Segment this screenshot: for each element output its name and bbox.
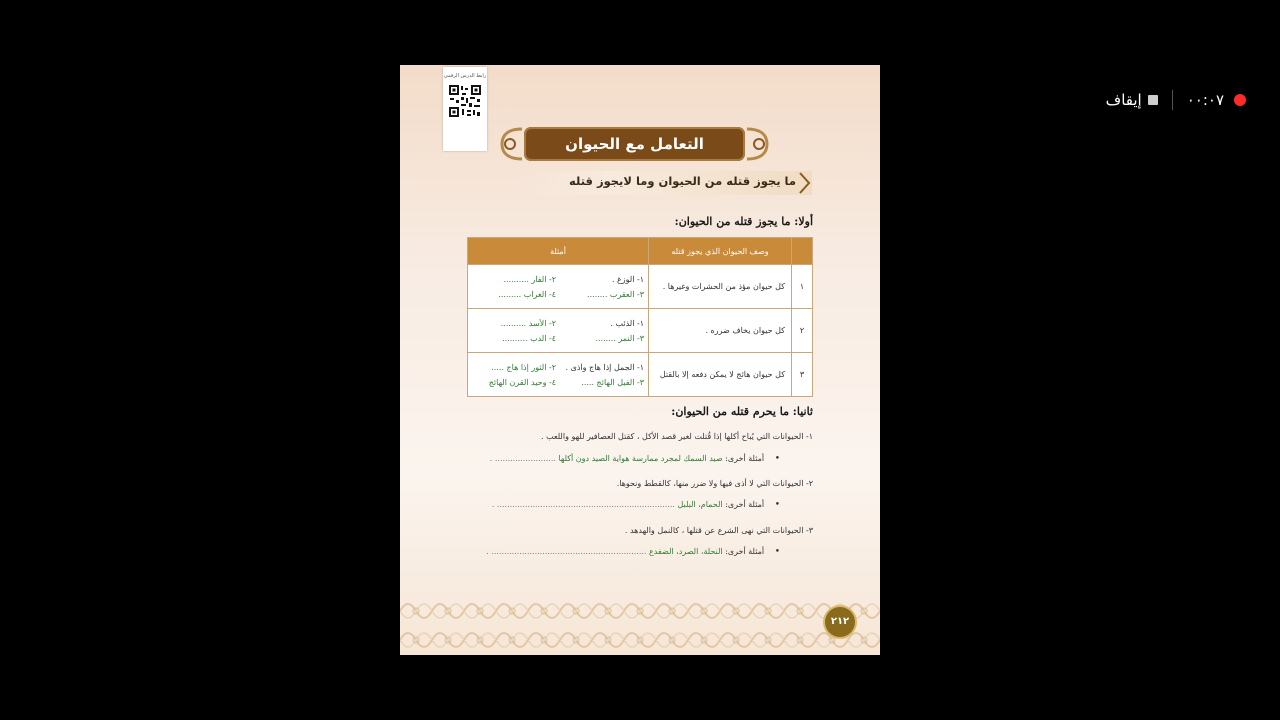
table-row: [468, 353, 813, 397]
stop-icon: [1148, 95, 1158, 105]
allowed-killing-table: [467, 237, 813, 397]
qr-code-card[interactable]: [443, 67, 487, 151]
bullet-prefix: أمثلة أخرى:: [725, 454, 765, 463]
record-indicator-icon: [1234, 94, 1246, 106]
table-header-row: [468, 238, 813, 265]
rule-text: ١- الحيوانات التي يُباح أكلها إذا قُتلت لغير قصد الأكل ، كقتل العصافير للهو واللعب .: [540, 432, 813, 441]
bullet-icon: •: [774, 454, 780, 464]
lesson-title: التعامل مع الحيوان: [524, 127, 745, 161]
example-item: ٣- الفيل الهائج .....: [581, 377, 644, 387]
divider: [1172, 90, 1173, 110]
row-examples: [468, 353, 649, 397]
qr-caption: رابط الدرس الرقمي: [443, 73, 487, 79]
example-item: ٢- الأسد ..........: [500, 318, 556, 328]
section-2-title: ثانيا: ما يحرم قتله من الحيوان:: [671, 405, 813, 418]
row-description: كل حيوان مؤذ من الحشرات وغيرها .: [649, 265, 792, 309]
stop-recording-button[interactable]: [1106, 91, 1158, 109]
rule-text: ٢- الحيوانات التي لا أذى فيها ولا ضرر منها، كالقطط ونحوها.: [616, 479, 813, 488]
row-examples: [468, 265, 649, 309]
section-1-title: أولا: ما يجوز قتله من الحيوان:: [674, 215, 813, 228]
example-bullet: [486, 547, 780, 557]
bullet-answer: الحمام، البلبل: [677, 500, 723, 509]
example-item: ٤- الدب ..........: [502, 333, 556, 343]
example-item: ١- الوزغ .: [611, 274, 644, 284]
recording-timer: ٠٠:٠٧: [1186, 91, 1224, 109]
header-examples: أمثلة: [468, 238, 649, 265]
row-number: ٣: [792, 353, 813, 397]
bullet-answer: النحلة، الصرد، الضفدع: [649, 547, 723, 556]
table-row: [468, 265, 813, 309]
bullet-prefix: أمثلة أخرى:: [725, 547, 765, 556]
lesson-subtitle: ما يجوز قتله من الحيوان وما لايجوز قتله: [569, 174, 796, 188]
recording-bar: [1106, 90, 1246, 110]
rule-text: ٣- الحيوانات التي نهى الشرع عن قتلها ، كالنمل والهدهد .: [624, 526, 813, 535]
lesson-title-band: [498, 125, 771, 163]
example-bullet: [492, 500, 780, 510]
example-item: ٣- العقرب ........: [587, 289, 644, 299]
example-bullet: [490, 454, 780, 464]
row-examples: [468, 309, 649, 353]
example-item: ٤- الغراب .........: [498, 289, 556, 299]
textbook-page: [400, 65, 880, 655]
example-item: ٤- وحيد القرن الهائج: [488, 377, 556, 387]
header-num: [792, 238, 813, 265]
bullet-dots: ............................................................. .: [486, 547, 647, 556]
table-row: [468, 309, 813, 353]
example-item: ١- الذئب .: [610, 318, 644, 328]
bullet-icon: •: [774, 547, 780, 557]
row-number: ٢: [792, 309, 813, 353]
example-item: ٣- النمر ........: [595, 333, 644, 343]
page-number-badge: ٢١٢: [825, 607, 855, 637]
bullet-dots: ........................ .: [489, 454, 556, 463]
ornament-right-icon: [745, 125, 771, 163]
row-description: كل حيوان هائج لا يمكن دفعه إلا بالقتل: [649, 353, 792, 397]
example-item: ٢- الثور إذا هاج .....: [491, 362, 556, 372]
row-number: ١: [792, 265, 813, 309]
subtitle-band: [522, 171, 812, 195]
example-item: ١- الجمل إذا هاج وآذى .: [565, 362, 644, 372]
qr-code-icon: [448, 84, 482, 118]
bullet-prefix: أمثلة أخرى:: [725, 500, 765, 509]
row-description: كل حيوان يخاف ضرره .: [649, 309, 792, 353]
footer-ornament-icon: [400, 597, 880, 655]
example-item: ٢- الفأر ..........: [503, 274, 556, 284]
stop-label: إيقاف: [1105, 91, 1142, 109]
bullet-icon: •: [774, 500, 780, 510]
bullet-dots: ...................................................................... .: [491, 500, 675, 509]
ornament-left-icon: [498, 125, 524, 163]
header-description: وصف الحيوان الذي يجوز قتله: [649, 238, 792, 265]
chevron-ornament-icon: [798, 171, 812, 195]
bullet-answer: صيد السمك لمجرد ممارسة هواية الصيد دون أكلها: [558, 454, 723, 463]
